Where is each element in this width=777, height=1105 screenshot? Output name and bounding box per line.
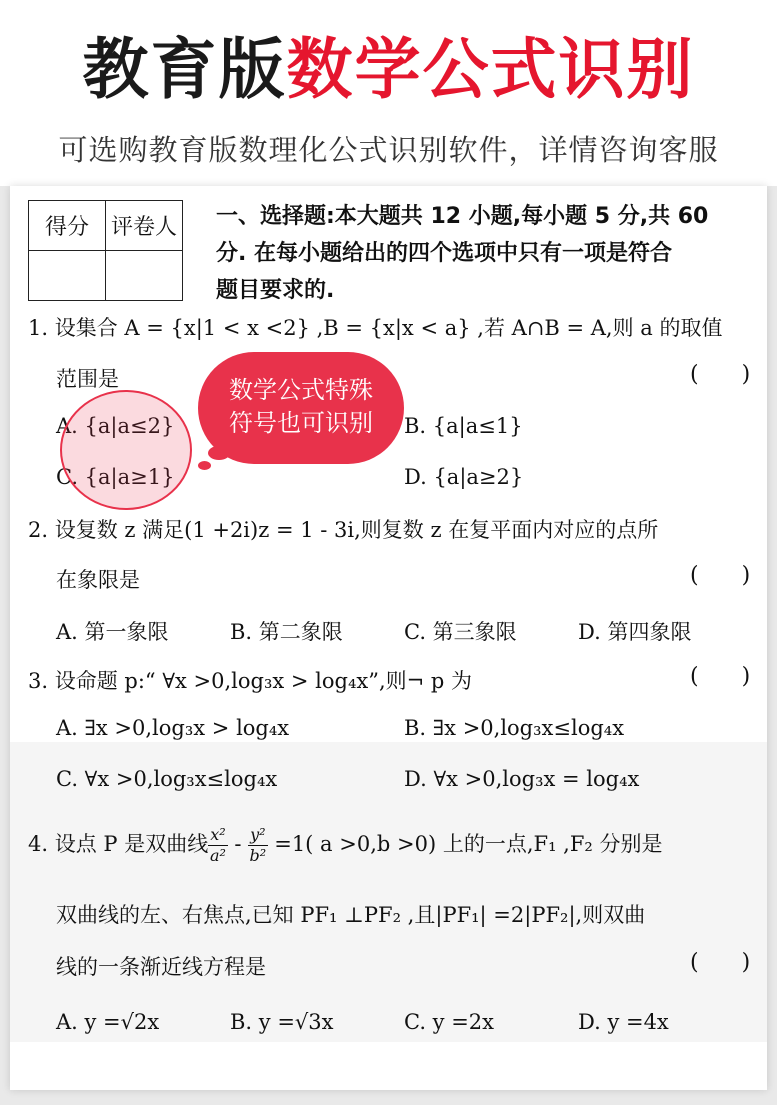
page-title bbox=[0, 30, 777, 110]
q3-stem: 3. 设命题 p:“ ∀x >0,log₃x > log₄x”,则¬ p 为 bbox=[28, 669, 473, 693]
q4-option-d: D. y =4x bbox=[578, 1010, 669, 1034]
q3-option-d: D. ∀x >0,log₃x = log₄x bbox=[404, 767, 640, 791]
section-line: 题目要求的. bbox=[216, 278, 335, 303]
q2-option-b: B. 第二象限 bbox=[230, 620, 343, 644]
q2-stem: 2. 设复数 z 满足(1 +2i)z = 1 - 3i,则复数 z 在复平面内对应的点所 bbox=[28, 518, 659, 542]
title-red-part: 数学公式识别 bbox=[286, 31, 695, 108]
q3-option-a: A. ∃x >0,log₃x > log₄x bbox=[56, 716, 290, 740]
q1-option-a: A. {a|a≤2} bbox=[56, 414, 175, 438]
q4-minus: - bbox=[227, 832, 249, 856]
q4-frac-x-den: a² bbox=[209, 846, 226, 865]
q3-answer-paren: ( ) bbox=[690, 664, 769, 689]
q4-stem-pre: 4. 设点 P 是双曲线 bbox=[28, 832, 209, 856]
q1-stem: 1. 设集合 A = {x|1 < x <2} ,B = {x|x < a} ,若 A∩B = A,则 a 的取值 bbox=[28, 316, 723, 340]
page-subtitle: 可选购教育版数理化公式识别软件，详情咨询客服 bbox=[58, 133, 719, 167]
header-banner bbox=[0, 0, 777, 186]
highlight-circle bbox=[60, 390, 192, 510]
callout-line: 符号也可识别 bbox=[229, 409, 373, 437]
q4-stem bbox=[28, 825, 663, 866]
section-line: 分. 在每小题给出的四个选项中只有一项是符合 bbox=[216, 241, 673, 266]
section-line: 一、选择题:本大题共 12 小题,每小题 5 分,共 60 bbox=[216, 204, 709, 229]
title-dark-part: 教育版 bbox=[82, 31, 287, 108]
score-header: 得分 bbox=[29, 201, 106, 251]
q2-option-c: C. 第三象限 bbox=[404, 620, 517, 644]
q2-option-a: A. 第一象限 bbox=[56, 620, 169, 644]
q3-option-b: B. ∃x >0,log₃x≤log₄x bbox=[404, 716, 625, 740]
q4-stem-post: =1( a >0,b >0) 上的一点,F₁ ,F₂ 分别是 bbox=[267, 832, 663, 856]
q1-option-b: B. {a|a≤1} bbox=[404, 414, 523, 438]
q2-answer-paren: ( ) bbox=[690, 563, 769, 588]
q4-option-a: A. y =√2x bbox=[56, 1010, 160, 1034]
callout-dot-small bbox=[198, 461, 211, 470]
score-table bbox=[28, 200, 183, 301]
q2-option-d: D. 第四象限 bbox=[578, 620, 692, 644]
q4-frac-x-num: x² bbox=[210, 825, 226, 844]
q2-stem-cont: 在象限是 bbox=[56, 568, 140, 592]
q4-frac-y-num: y² bbox=[250, 825, 266, 844]
q4-stem-cont2: 线的一条渐近线方程是 bbox=[56, 955, 266, 979]
q1-option-c: C. {a|a≥1} bbox=[56, 465, 175, 489]
q4-answer-paren: ( ) bbox=[690, 950, 769, 975]
score-cell bbox=[29, 251, 106, 301]
q1-option-d: D. {a|a≥2} bbox=[404, 465, 524, 489]
q4-frac-y-den: b² bbox=[249, 846, 267, 865]
q1-answer-paren: ( ) bbox=[690, 362, 769, 387]
q4-option-c: C. y =2x bbox=[404, 1010, 495, 1034]
q4-fraction-y bbox=[248, 825, 267, 866]
callout-line: 数学公式特殊 bbox=[229, 376, 373, 404]
q3-option-c: C. ∀x >0,log₃x≤log₄x bbox=[56, 767, 278, 791]
q1-stem-cont: 范围是 bbox=[56, 367, 119, 391]
callout-bubble bbox=[198, 352, 404, 464]
grader-cell bbox=[106, 251, 183, 301]
q4-fraction-x bbox=[208, 825, 227, 866]
grader-header: 评卷人 bbox=[106, 201, 183, 251]
section-instructions bbox=[216, 198, 756, 309]
q4-stem-cont: 双曲线的左、右焦点,已知 PF₁ ⊥PF₂ ,且|PF₁| =2|PF₂|,则双曲 bbox=[56, 903, 646, 927]
q4-option-b: B. y =√3x bbox=[230, 1010, 334, 1034]
